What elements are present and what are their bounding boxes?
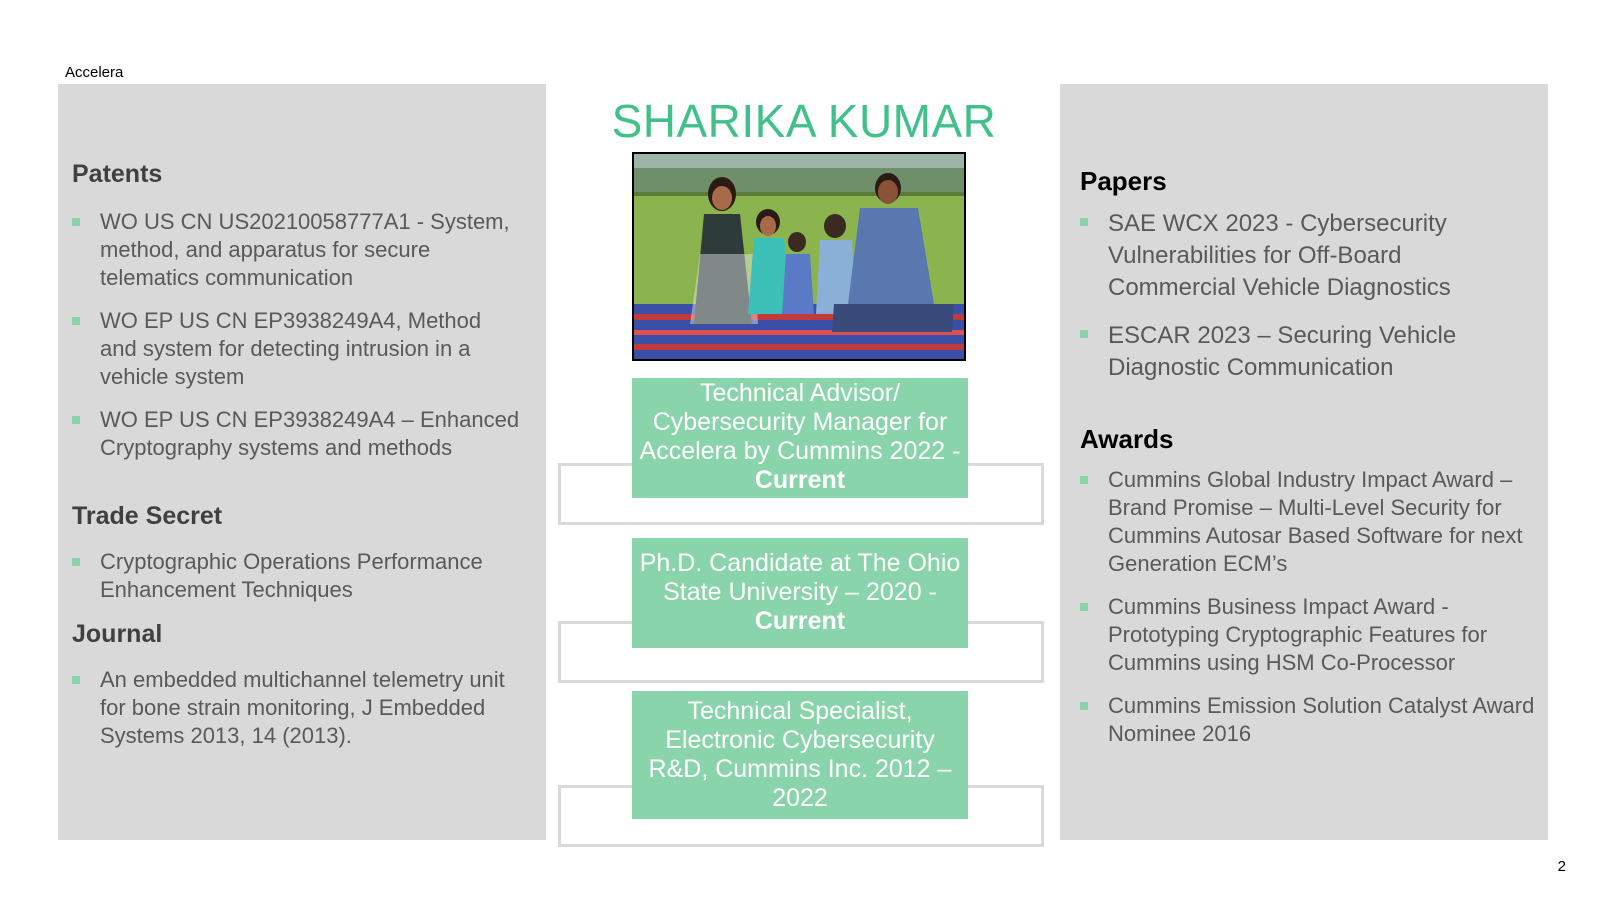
awards-list	[1080, 466, 1536, 763]
papers-list	[1080, 208, 1536, 400]
timeline-text: Ph.D. Candidate at The Ohio State University – 2020 -	[639, 549, 961, 606]
papers-heading: Papers	[1080, 166, 1167, 196]
list-item: Cummins Emission Solution Catalyst Award Nominee 2016	[1080, 692, 1536, 748]
timeline-text: Technical Specialist, Electronic Cybersecurity R&D, Cummins Inc. 2012 – 2022	[648, 697, 952, 812]
list-item: WO EP US CN EP3938249A4, Method and system for detecting intrusion in a vehicle system	[72, 307, 522, 391]
person-name: SHARIKA KUMAR	[611, 95, 997, 147]
timeline-box-phd	[632, 538, 968, 648]
timeline-box-specialist	[632, 691, 968, 819]
list-item: An embedded multichannel telemetry unit for bone strain monitoring, J Embedded Systems 2013, 14 (2013).	[72, 666, 522, 750]
journal-list	[72, 666, 522, 765]
list-item: ESCAR 2023 – Securing Vehicle Diagnostic Communication	[1080, 320, 1536, 384]
patents-list	[72, 208, 522, 477]
list-item: SAE WCX 2023 - Cybersecurity Vulnerabilities for Off-Board Commercial Vehicle Diagnostics	[1080, 208, 1536, 304]
brand-label: Accelera	[65, 64, 124, 81]
list-item: Cryptographic Operations Performance Enhancement Techniques	[72, 548, 532, 604]
right-panel	[1060, 84, 1548, 840]
trade-secret-heading: Trade Secret	[72, 502, 223, 530]
list-item: Cummins Business Impact Award - Prototyping Cryptographic Features for Cummins using HSM Co-Processor	[1080, 593, 1536, 677]
list-item: Cummins Global Industry Impact Award – Brand Promise – Multi-Level Security for Cummins Autosar Based Software for next Generation ECM’s	[1080, 466, 1536, 578]
trade-secret-list	[72, 548, 532, 619]
timeline-status: Current	[754, 466, 846, 494]
photo-illustration	[634, 154, 964, 359]
journal-heading: Journal	[72, 620, 163, 648]
left-panel	[58, 84, 546, 840]
list-item: WO EP US CN EP3938249A4 – Enhanced Cryptography systems and methods	[72, 406, 522, 462]
timeline-text: Technical Advisor/ Cybersecurity Manager for Accelera by Cummins 2022 -	[639, 379, 961, 465]
family-photo	[632, 152, 966, 361]
awards-heading: Awards	[1080, 424, 1174, 454]
timeline-status: Current	[754, 607, 846, 635]
patents-heading: Patents	[72, 160, 163, 188]
timeline-box-current-role	[632, 378, 968, 498]
page-number: 2	[1557, 858, 1566, 875]
list-item: WO US CN US20210058777A1 - System, method, and apparatus for secure telematics communication	[72, 208, 522, 292]
